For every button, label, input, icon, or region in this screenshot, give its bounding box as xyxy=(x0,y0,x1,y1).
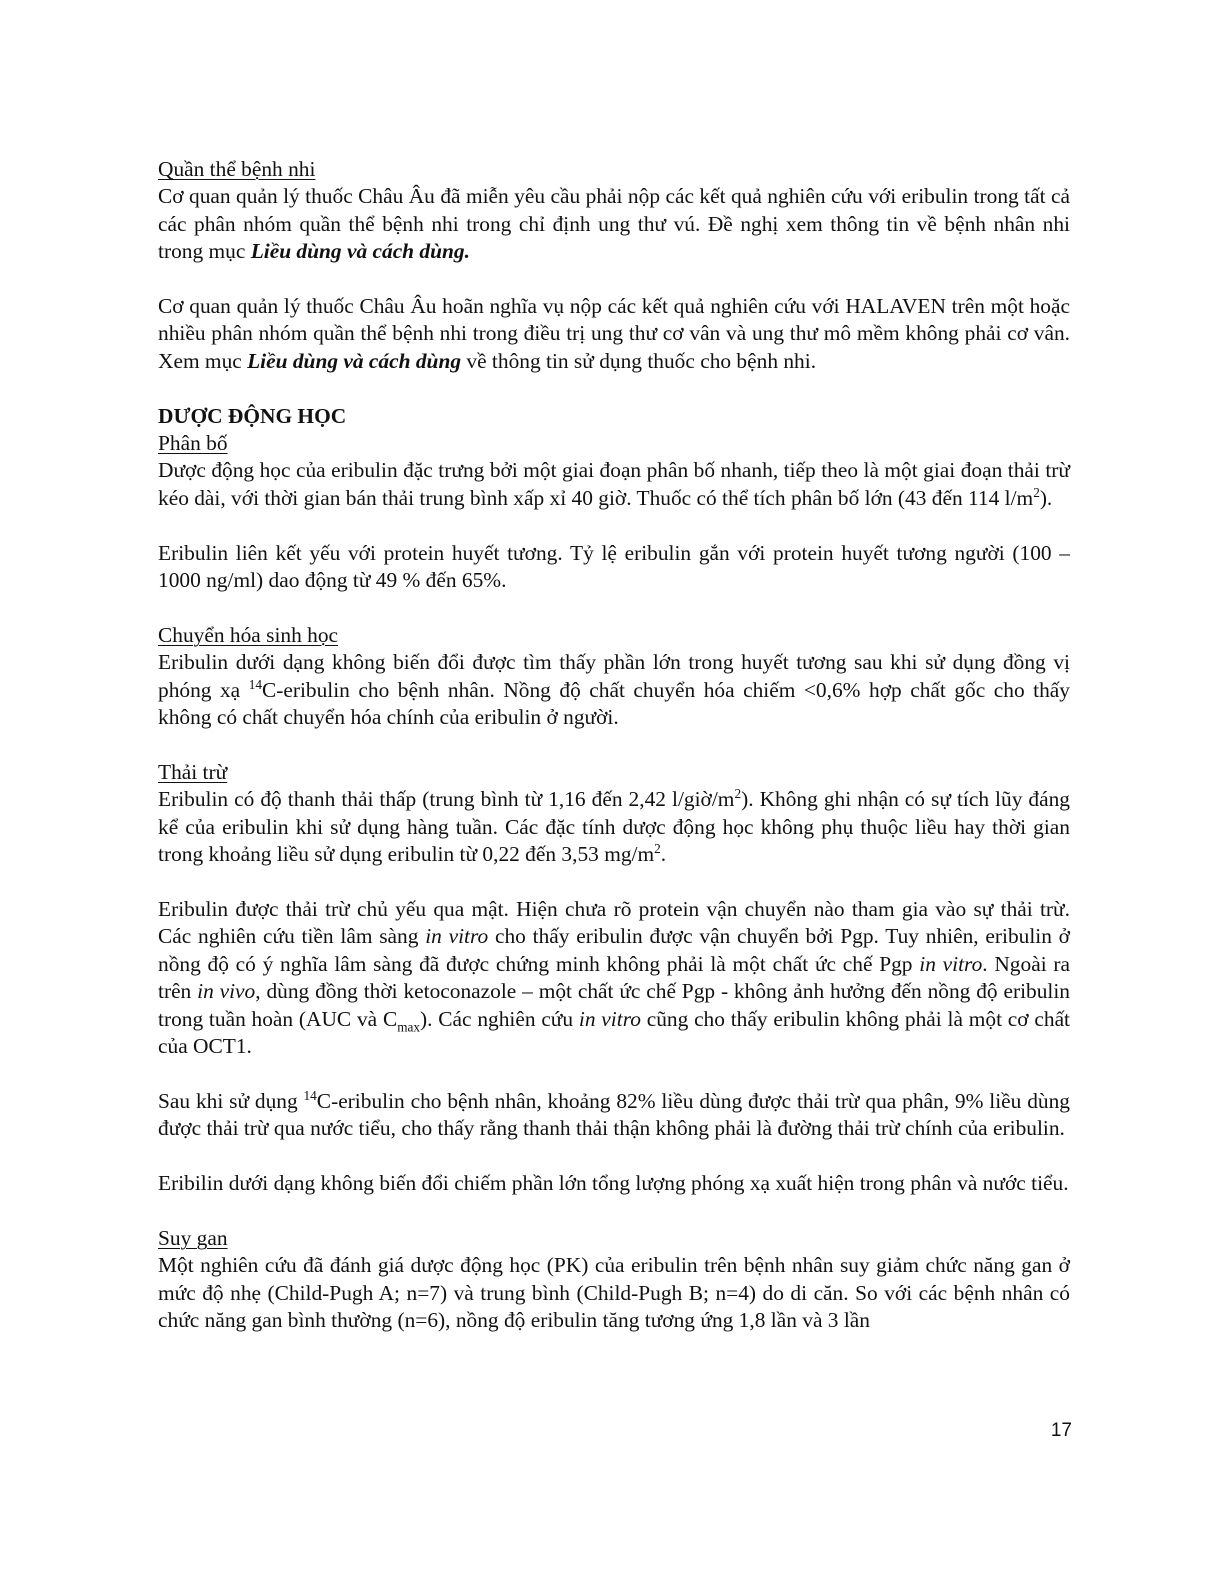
section-heading-pharmacokinetics: DƯỢC ĐỘNG HỌC xyxy=(158,403,347,428)
document-body xyxy=(158,156,1070,1334)
paragraph-elimination-4: Eribilin dưới dạng không biến đổi chiếm phần lớn tổng lượng phóng xạ xuất hiện trong phân và nước tiểu. xyxy=(158,1170,1069,1195)
section-heading-pediatric: Quần thể bệnh nhi xyxy=(158,157,316,181)
subsection-heading-distribution: Phân bố xyxy=(158,431,228,456)
subsection-heading-metabolism: Chuyển hóa sinh học xyxy=(158,622,339,647)
subsection-heading-hepatic-impairment: Suy gan xyxy=(158,1225,228,1250)
paragraph-elimination-3: Sau khi sử dụng $^{14}$C-eribulin cho bệnh nhân, khoảng 82% liều dùng được thải trừ qua phân, 9% liều dùng được thải trừ qua nước tiểu, cho thấy rằng thanh thải thận không phải là đường thải trừ chính của eribulin. xyxy=(158,1087,1070,1141)
paragraph-elimination-1: Eribulin có độ thanh thải thấp (trung bình từ 1,16 đến 2,42 $l/giờ/m^2$). Không ghi nhận có sự tích lũy đáng kể của eribulin khi sử dụng hàng tuần. Các đặc tính dược động học không phụ thuộc liều hay thời gian trong khoảng liều sử dụng eribulin từ 0,22 đến 3,53 $mg/m^2$. xyxy=(158,786,1071,867)
paragraph-elimination-2: Eribulin được thải trừ chủ yếu qua mật. Hiện chưa rõ protein vận chuyển nào tham gia vào sự thải trừ. Các nghiên cứu tiền lâm sàng in vitro cho thấy eribulin được vận chuyển bởi Pgp. Tuy nhiên, eribulin ở nồng độ có ý nghĩa lâm sàng đã được chứng minh không phải là một chất ức chế Pgp in vitro. Ngoài ra trên in vivo, dùng đồng thời ketoconazole – một chất ức chế Pgp - không ảnh hưởng đến nồng độ eribulin trong tuần hoàn (AUC và $C_{max}$). Các nghiên cứu in vitro cũng cho thấy eribulin không phải là một cơ chất của OCT1. xyxy=(158,896,1071,1058)
paragraph-pediatric-2: Cơ quan quản lý thuốc Châu Âu hoãn nghĩa vụ nộp các kết quả nghiên cứu với HALAVEN trên một hoặc nhiều phân nhóm quần thể bệnh nhi trong điều trị ung thư cơ vân và ung thư mô mềm không phải cơ vân. Xem mục Liều dùng và cách dùng về thông tin sử dụng thuốc cho bệnh nhi. xyxy=(158,294,1070,373)
paragraph-hepatic-1: Một nghiên cứu đã đánh giá dược động học (PK) của eribulin trên bệnh nhân suy giảm chức năng gan ở mức độ nhẹ (Child-Pugh A; n=7) và trung bình (Child-Pugh B; n=4) do di căn. So với các bệnh nhân có chức năng gan bình thường (n=6), nồng độ eribulin tăng tương ứng 1,8 lần và 3 lần xyxy=(158,1253,1070,1332)
paragraph-metabolism-1: Eribulin dưới dạng không biến đổi được tìm thấy phần lớn trong huyết tương sau khi sử dụng đồng vị phóng xạ $^{14}$C-eribulin cho bệnh nhân. Nồng độ chất chuyển hóa chiếm <0,6% hợp chất gốc cho thấy không có chất chuyển hóa chính của eribulin ở người. xyxy=(158,650,1070,730)
page-number: 17 xyxy=(1050,1420,1072,1441)
subsection-heading-elimination: Thải trừ xyxy=(158,759,228,784)
paragraph-distribution-1: Dược động học của eribulin đặc trưng bởi một giai đoạn phân bố nhanh, tiếp theo là một giai đoạn thải trừ kéo dài, với thời gian bán thải trung bình xấp xỉ 40 giờ. Thuốc có thể tích phân bố lớn (43 đến 114 $l/m^2$). xyxy=(158,458,1070,510)
paragraph-pediatric-1: Cơ quan quản lý thuốc Châu Âu đã miễn yêu cầu phải nộp các kết quả nghiên cứu với eribulin trong tất cả các phân nhóm quần thể bệnh nhi trong chỉ định ung thư vú. Đề nghị xem thông tin về bệnh nhân nhi trong mục Liều dùng và cách dùng. xyxy=(158,184,1070,264)
paragraph-distribution-2: Eribulin liên kết yếu với protein huyết tương. Tỷ lệ eribulin gắn với protein huyết tương người (100 – 1000 ng/ml) dao động từ 49 % đến 65%. xyxy=(158,540,1070,593)
